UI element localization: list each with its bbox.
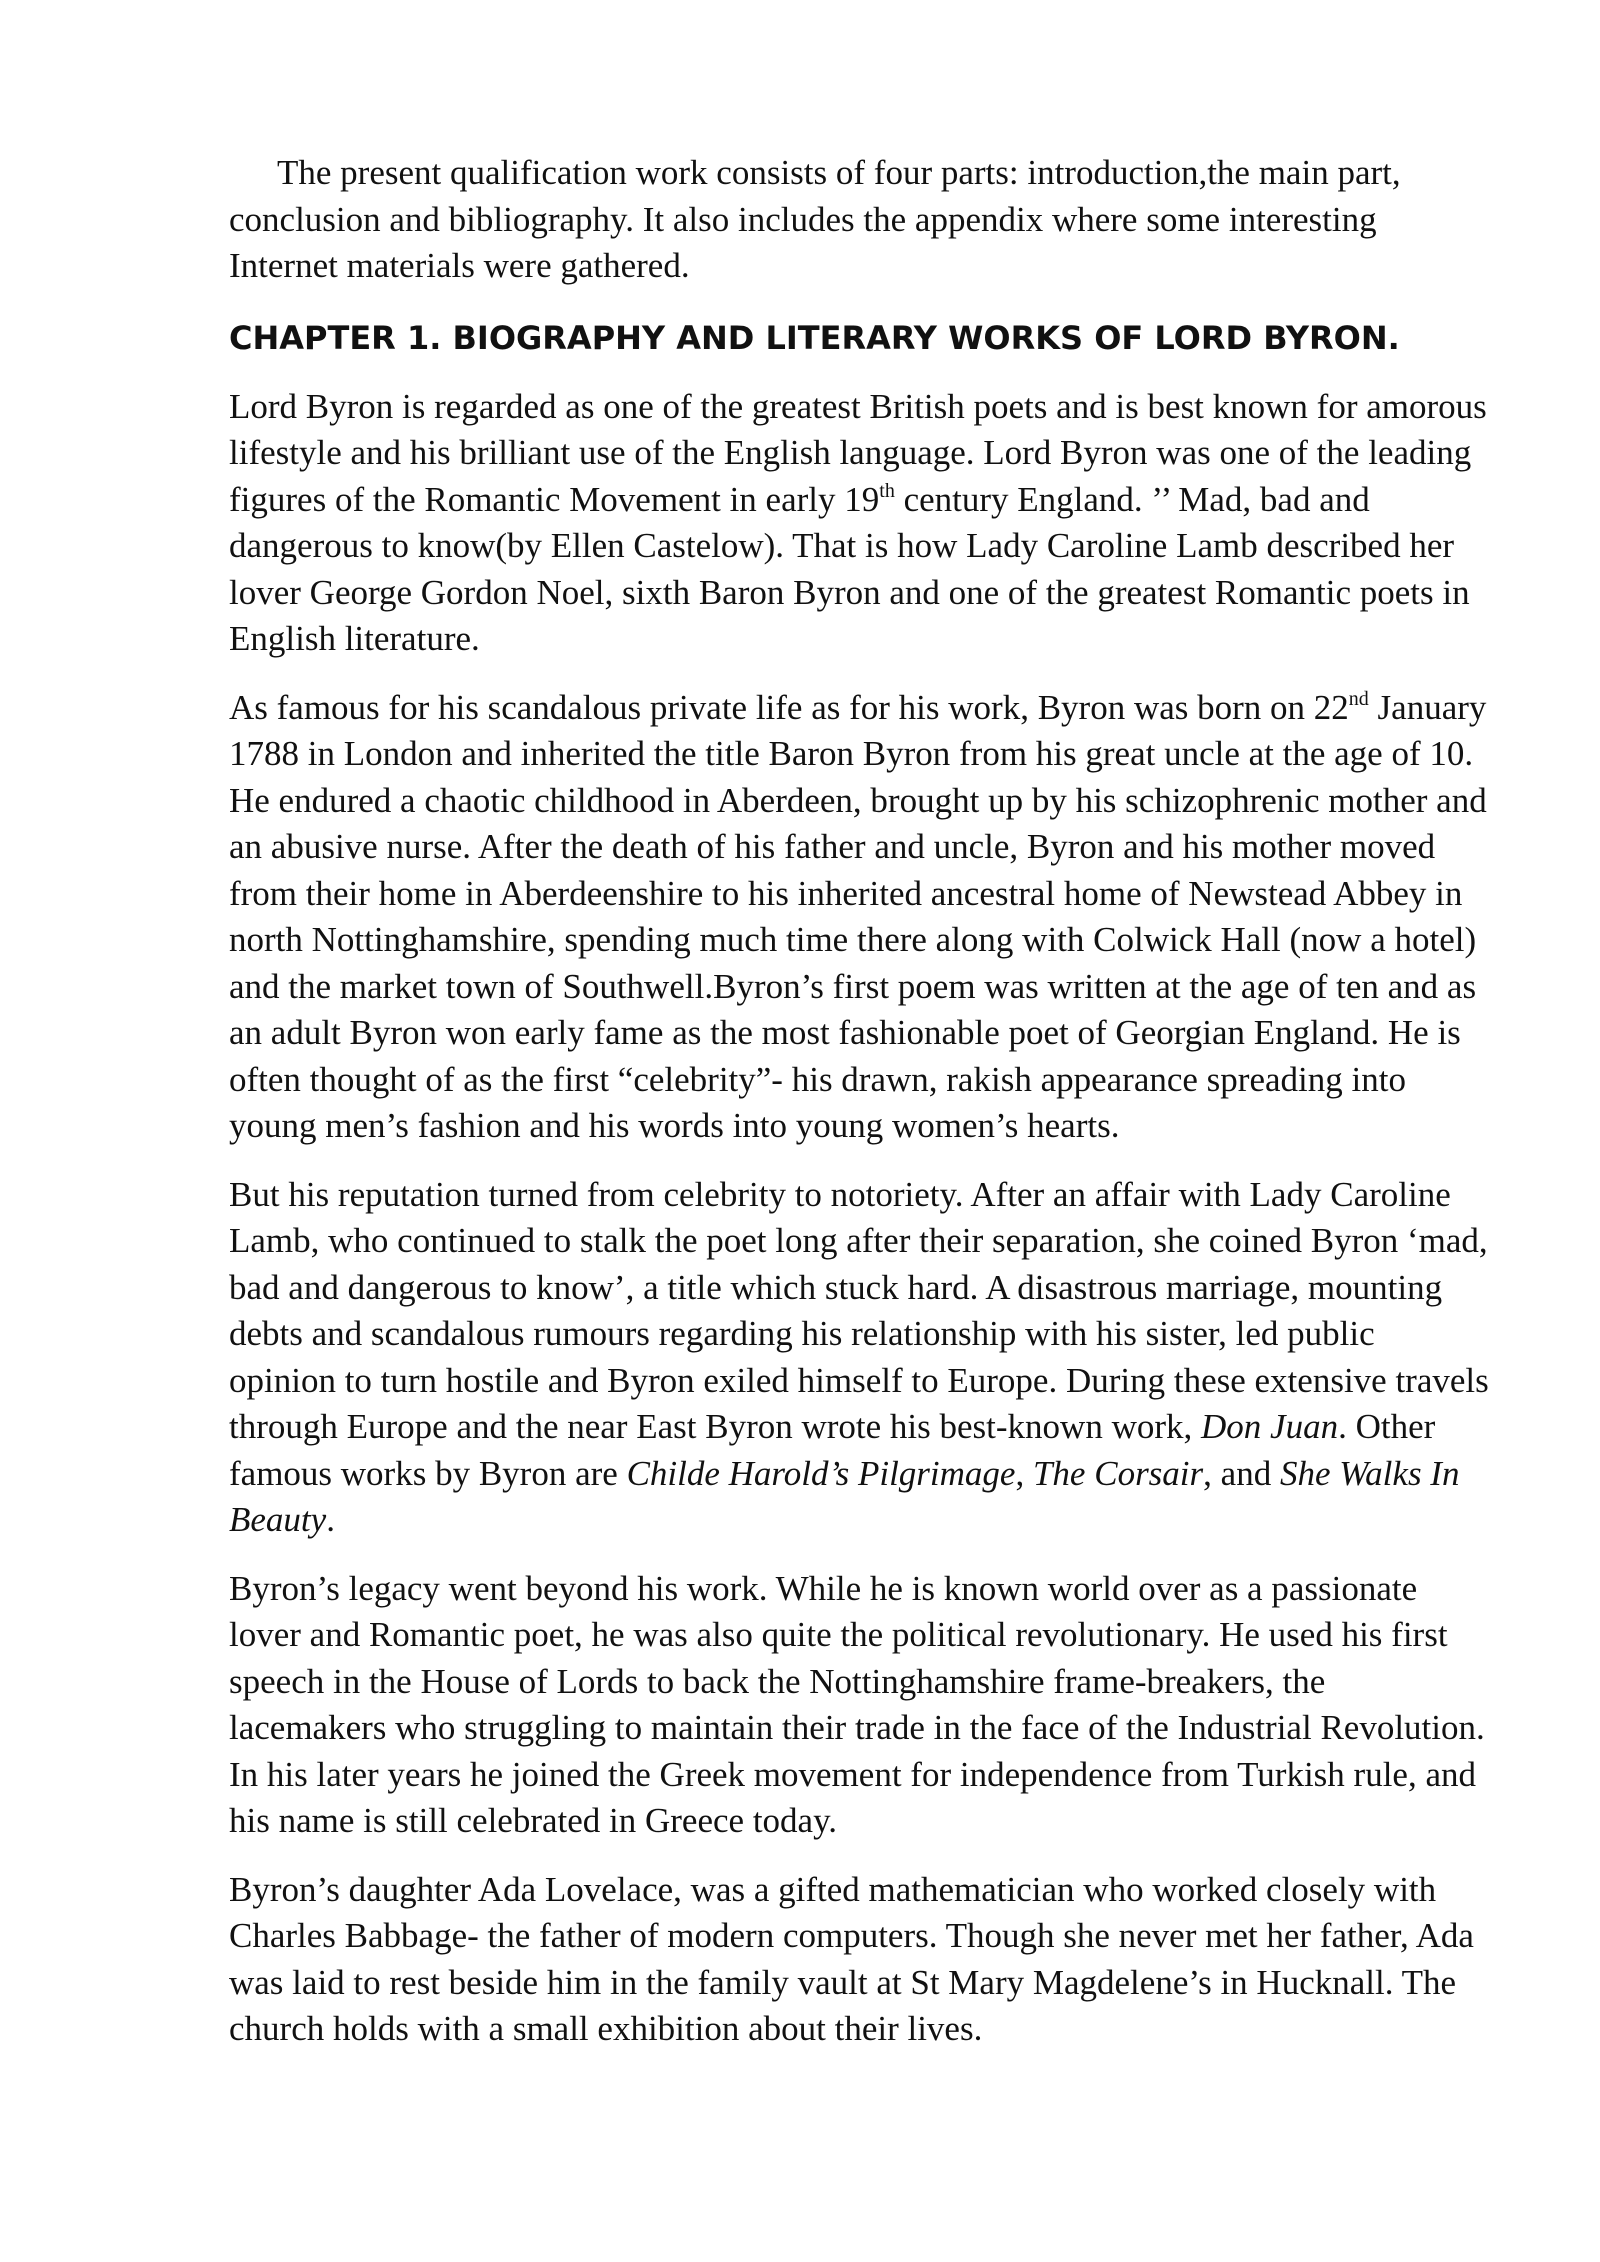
work-title: The Corsair	[1032, 1453, 1204, 1493]
paragraph-ada-lovelace: Byron’s daughter Ada Lovelace, was a gifted mathematician who worked closely with Charles Babbage- the father of modern computers. Though she never met her father, Ada was laid to rest beside him in the family vault at St Mary Magdelene’s in Hucknall. The church holds with a small exhibition about their lives.	[229, 1869, 1474, 2048]
paragraph-reputation	[229, 1172, 1489, 1544]
work-title: Don Juan	[1201, 1407, 1339, 1446]
ordinal-suffix: nd	[1348, 687, 1369, 710]
intro-paragraph: The present qualification work consists of four parts: introduction,the main part, conclusion and bibliography. It also includes the appendix where some interesting Internet materials were gathered.	[229, 153, 1401, 285]
document-page	[229, 150, 1489, 2075]
paragraph-text: .	[326, 1500, 335, 1539]
paragraph-text: ,	[1015, 1453, 1033, 1493]
work-title: She Walks In Beauty	[229, 1453, 1460, 1539]
paragraph-text: Lord Byron is regarded as one of the greatest British poets and is best known for amorous lifestyle and his brilliant use of the English language. Lord Byron was one of the leading figures of the Romantic Movement in early 19	[229, 386, 1487, 519]
paragraph-text: As famous for his scandalous private life as for his work, Byron was born on 22	[229, 687, 1349, 727]
chapter-heading: CHAPTER 1. BIOGRAPHY AND LITERARY WORKS OF LORD BYRON.	[229, 318, 1400, 357]
paragraph-byron-overview	[229, 384, 1489, 663]
paragraph-text: January 1788 in London and inherited the title Baron Byron from his great uncle at the age of 10. He endured a chaotic childhood in Aberdeen, brought up by his schizophrenic mother and an abusive nurse. After the death of his father and uncle, Byron and his mother moved from their home in Aberdeenshire to his inherited ancestral home of Newstead Abbey in north Nottinghamshire, spending much time there along with Colwick Hall (now a hotel) and the market town of Southwell.Byron’s first poem was written at the age of ten and as an adult Byron won early fame as the most fashionable poet of Georgian England. He is often thought of as the first “celebrity”- his drawn, rakish appearance spreading into young men’s fashion and his words into young women’s hearts.	[229, 687, 1487, 1145]
ordinal-suffix: th	[879, 479, 895, 502]
paragraph-text: But his reputation turned from celebrity to notoriety. After an affair with Lady Caroline Lamb, who continued to stalk the poet long after their separation, she coined Byron ‘mad, bad and dangerous to know’, a title which stuck hard. A disastrous marriage, mounting debts and scandalous rumours regarding his relationship with his sister, led public opinion to turn hostile and Byron exiled himself to Europe. During these extensive travels through Europe and the near East Byron wrote his best-known work,	[229, 1174, 1489, 1446]
paragraph-text: , and	[1203, 1453, 1280, 1493]
paragraph-early-life	[229, 685, 1489, 1150]
work-title: Childe Harold’s Pilgrimage	[626, 1453, 1016, 1493]
paragraph-legacy: Byron’s legacy went beyond his work. While he is known world over as a passionate lover and Romantic poet, he was also quite the political revolutionary. He used his first speech in the House of Lords to back the Nottinghamshire frame-breakers, the lacemakers who struggling to maintain their trade in the face of the Industrial Revolution. In his later years he joined the Greek movement for independence from Turkish rule, and his name is still celebrated in Greece today.	[229, 1568, 1485, 1840]
paragraph-text: century England. ’’ Mad, bad and dangerous to know(by Ellen Castelow). That is how Lady Caroline Lamb described her lover George Gordon Noel, sixth Baron Byron and one of the greatest Romantic poets in English literature.	[229, 479, 1470, 658]
paragraph-text: . Other famous works by Byron are	[229, 1407, 1436, 1493]
